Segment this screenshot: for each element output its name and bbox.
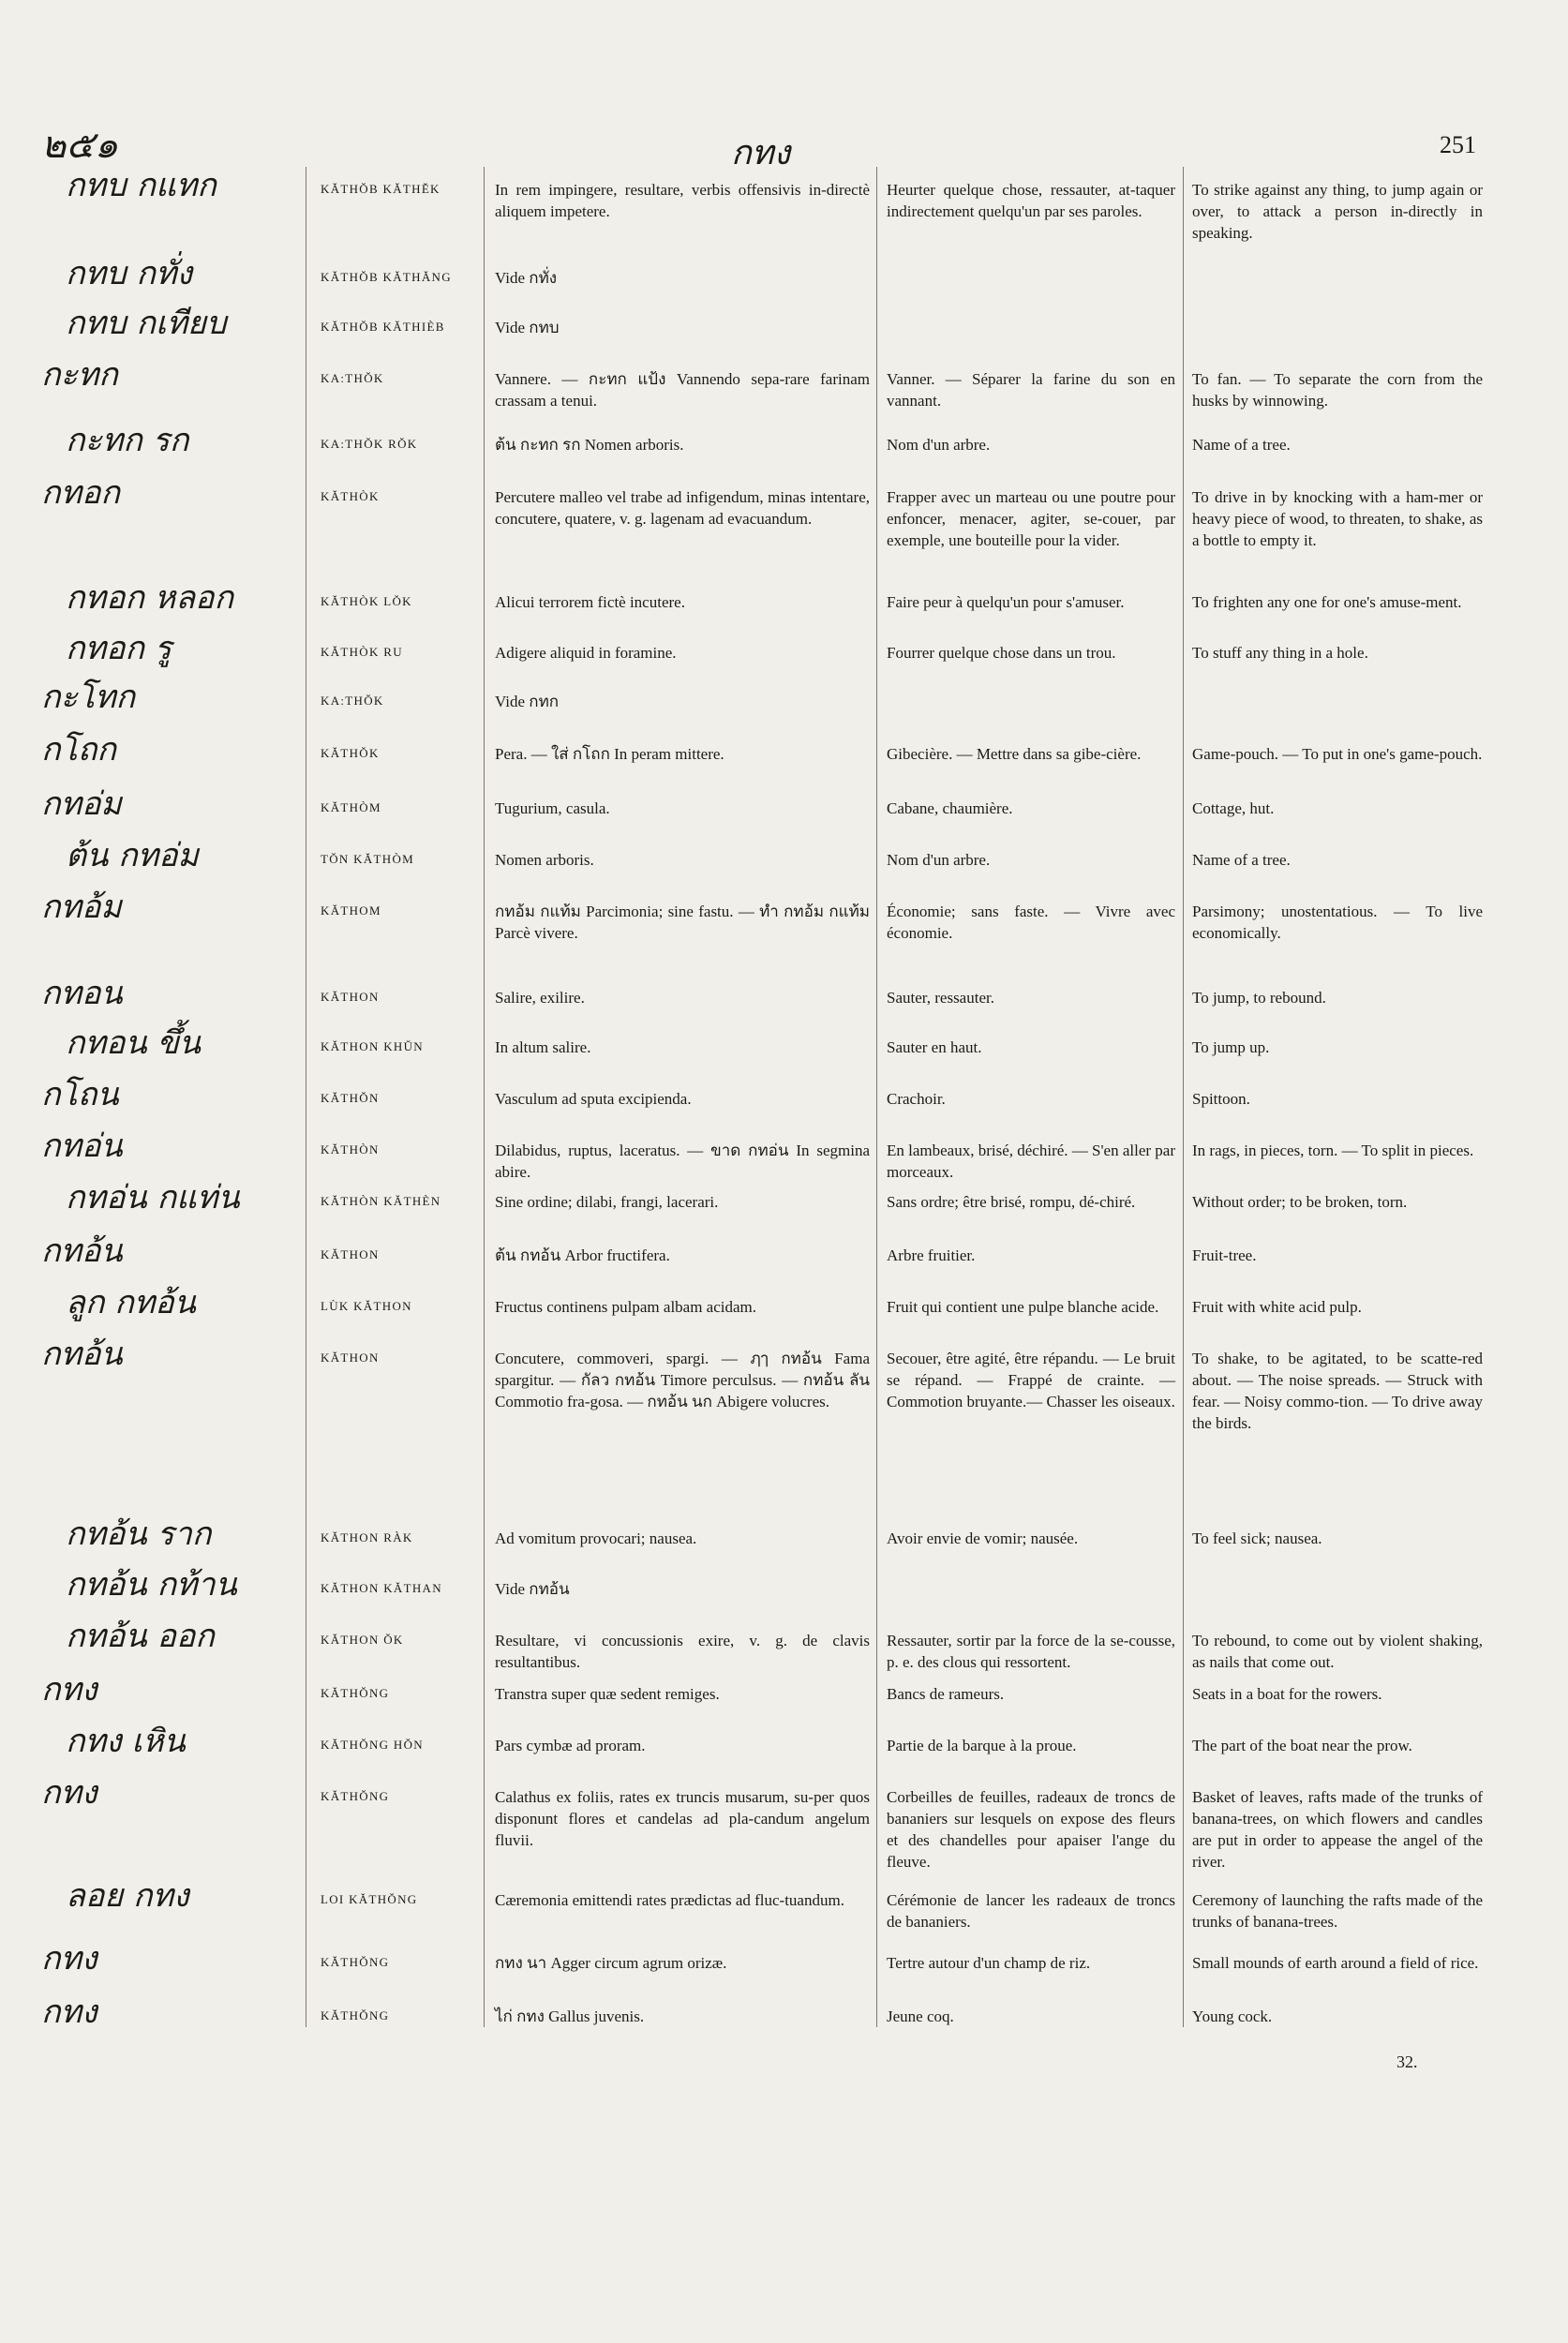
french-definition: Vanner. — Séparer la farine du son en vannant. bbox=[887, 370, 1175, 410]
latin-definition: Vide กทบ bbox=[495, 319, 560, 336]
thai-headword: กทอ้น ราก bbox=[66, 1515, 212, 1553]
thai-headword: กะโทก bbox=[41, 679, 136, 716]
thai-headword: กทอก รู bbox=[66, 630, 172, 667]
thai-headword: กทง bbox=[41, 1940, 97, 1977]
english-definition: Seats in a boat for the rowers. bbox=[1192, 1685, 1382, 1703]
romanization: KĂTHÒN bbox=[321, 1142, 380, 1157]
thai-headword: กทอ่น กแท่น bbox=[66, 1179, 240, 1216]
thai-headword: กทง bbox=[41, 1774, 97, 1812]
latin-definition: Resultare, vi concussionis exire, v. g. de clavis resultantibus. bbox=[495, 1632, 870, 1671]
latin-definition: Fructus continens pulpam albam acidam. bbox=[495, 1298, 757, 1316]
english-definition: To drive in by knocking with a ham-mer or heavy piece of wood, to threaten, to shake, as a bottle to empty it. bbox=[1192, 488, 1483, 549]
french-definition: Nom d'un arbre. bbox=[887, 851, 991, 869]
romanization: KĂTHON KHŬN bbox=[321, 1039, 424, 1053]
column-divider bbox=[1183, 167, 1184, 2027]
french-definition: Fruit qui contient une pulpe blanche acide. bbox=[887, 1298, 1159, 1316]
thai-headword: กทง เหิน bbox=[66, 1723, 186, 1760]
french-definition: Économie; sans faste. — Vivre avec économie. bbox=[887, 903, 1175, 942]
latin-definition: In rem impingere, resultare, verbis offensivis in-directè aliquem impetere. bbox=[495, 181, 870, 220]
french-definition: Crachoir. bbox=[887, 1090, 946, 1108]
latin-definition: Pera. — ใส่ กโถก In peram mittere. bbox=[495, 745, 724, 763]
english-definition: Game-pouch. — To put in one's game-pouch. bbox=[1192, 745, 1483, 763]
romanization: KĂTHŎB KĂTHĔK bbox=[321, 182, 441, 196]
french-definition: Secouer, être agité, être répandu. — Le bruit se répand. — Frappé de crainte. — Commotion bruyante.— Chasser les oiseaux. bbox=[887, 1350, 1175, 1410]
romanization: KĂTHŎNG HŎN bbox=[321, 1738, 424, 1752]
french-definition: Fourrer quelque chose dans un trou. bbox=[887, 644, 1116, 662]
thai-headword: กทอ่ม bbox=[41, 785, 122, 823]
latin-definition: ต้น กะทก รก Nomen arboris. bbox=[495, 436, 684, 454]
latin-definition: กทง นา Agger circum agrum orizæ. bbox=[495, 1954, 727, 1972]
english-definition: To shake, to be agitated, to be scatte-red about. — The noise spreads. — Struck with fear. — Noisy commo-tion. — To drive away the birds. bbox=[1192, 1350, 1483, 1432]
latin-definition: Concutere, commoveri, spargi. — ฦๅ กทอ้น Fama spargitur. — กัลว กทอ้น Timore perculsus. — กทอ้น ลัน Commotio fra-gosa. — กทอ้น นก Abigere volucres. bbox=[495, 1350, 870, 1410]
latin-definition: Nomen arboris. bbox=[495, 851, 594, 869]
latin-definition: Calathus ex foliis, rates ex truncis musarum, su-per quos disponunt flores et candelas ad pla-candum angelum fluvii. bbox=[495, 1788, 870, 1849]
romanization: KĂTHÒK LŎK bbox=[321, 594, 412, 608]
romanization: LOI KĂTHŎNG bbox=[321, 1892, 418, 1906]
latin-definition: Vannere. — กะทก แป้ง Vannendo sepa-rare farinam crassam a tenui. bbox=[495, 370, 870, 410]
thai-headword: กะทก bbox=[41, 356, 118, 394]
thai-headword: กทอ้ม bbox=[41, 888, 122, 926]
romanization: KĂTHÒM bbox=[321, 800, 381, 814]
romanization: KĂTHON KĂTHAN bbox=[321, 1581, 442, 1595]
romanization: KA:THŎK bbox=[321, 371, 384, 385]
romanization: KĂTHÒN KĂTHÈN bbox=[321, 1194, 441, 1208]
english-definition: To jump, to rebound. bbox=[1192, 989, 1326, 1007]
english-definition: Basket of leaves, rafts made of the trunks of banana-trees, on which flowers and candles are put in order to appease the angel of the river. bbox=[1192, 1788, 1483, 1871]
romanization: KĂTHÒK RU bbox=[321, 645, 403, 659]
french-definition: Gibecière. — Mettre dans sa gibe-cière. bbox=[887, 745, 1142, 763]
french-definition: Avoir envie de vomir; nausée. bbox=[887, 1530, 1079, 1547]
latin-definition: Vide กทก bbox=[495, 693, 560, 710]
english-definition: To stuff any thing in a hole. bbox=[1192, 644, 1368, 662]
thai-headword: กทอ่น bbox=[41, 1127, 123, 1165]
thai-headword: กทบ กทั่ง bbox=[66, 255, 192, 292]
thai-headword: ลอย กทง bbox=[66, 1877, 189, 1915]
thai-headword: กทอ้น ออก bbox=[66, 1618, 215, 1655]
english-definition: The part of the boat near the prow. bbox=[1192, 1737, 1412, 1754]
french-definition: Cabane, chaumière. bbox=[887, 799, 1013, 817]
english-definition: To feel sick; nausea. bbox=[1192, 1530, 1322, 1547]
english-definition: To strike against any thing, to jump again or over, to attack a person in-directly in speaking. bbox=[1192, 181, 1483, 242]
thai-headword: กทบ กแทก bbox=[66, 167, 217, 204]
latin-definition: Transtra super quæ sedent remiges. bbox=[495, 1685, 720, 1703]
latin-definition: Cæremonia emittendi rates prædictas ad fluc-tuandum. bbox=[495, 1891, 844, 1909]
english-definition: Without order; to be broken, torn. bbox=[1192, 1193, 1408, 1211]
page-number: 251 bbox=[1440, 131, 1476, 158]
romanization: KĂTHŎB KĂTHĂNG bbox=[321, 270, 452, 284]
romanization: LÙK KĂTHON bbox=[321, 1299, 412, 1313]
thai-headword: กทอ้น bbox=[41, 1232, 123, 1270]
latin-definition: Pars cymbæ ad proram. bbox=[495, 1737, 646, 1754]
thai-headword: กทอ้น bbox=[41, 1336, 123, 1373]
thai-headword: กทง bbox=[41, 1993, 97, 2031]
latin-definition: Tugurium, casula. bbox=[495, 799, 610, 817]
french-definition: Bancs de rameurs. bbox=[887, 1685, 1005, 1703]
latin-definition: Salire, exilire. bbox=[495, 989, 585, 1007]
english-definition: Name of a tree. bbox=[1192, 436, 1291, 454]
latin-definition: Vide กทอ้น bbox=[495, 1580, 570, 1598]
romanization: TŎN KĂTHÒM bbox=[321, 852, 415, 866]
french-definition: Tertre autour d'un champ de riz. bbox=[887, 1954, 1091, 1972]
thai-headword: กทอก หลอก bbox=[66, 579, 234, 617]
romanization: KĂTHON bbox=[321, 1247, 380, 1261]
english-definition: Ceremony of launching the rafts made of the trunks of banana-trees. bbox=[1192, 1891, 1483, 1931]
english-definition: Parsimony; unostentatious. — To live economically. bbox=[1192, 903, 1483, 942]
latin-definition: Alicui terrorem fictè incutere. bbox=[495, 593, 685, 611]
romanization: KĂTHON bbox=[321, 1351, 380, 1365]
latin-definition: กทอ้ม กแท้ม Parcimonia; sine fastu. — ทำ กทอ้ม กแท้ม Parcè vivere. bbox=[495, 903, 870, 942]
english-definition: To jump up. bbox=[1192, 1038, 1270, 1056]
french-definition: Arbre fruitier. bbox=[887, 1246, 976, 1264]
english-definition: To frighten any one for one's amuse-ment. bbox=[1192, 593, 1462, 611]
latin-definition: ไก่ กทง Gallus juvenis. bbox=[495, 2007, 645, 2025]
french-definition: Sauter, ressauter. bbox=[887, 989, 994, 1007]
thai-headword: กทอ้น กท้าน bbox=[66, 1566, 237, 1604]
romanization: KA:THŎK bbox=[321, 694, 384, 708]
column-divider bbox=[876, 167, 877, 2027]
latin-definition: Adigere aliquid in foramine. bbox=[495, 644, 677, 662]
thai-headword: ต้น กทอ่ม bbox=[66, 837, 199, 874]
thai-headword: กโถก bbox=[41, 731, 117, 769]
latin-definition: Vasculum ad sputa excipienda. bbox=[495, 1090, 692, 1108]
romanization: KĂTHON RÀK bbox=[321, 1530, 413, 1545]
french-definition: Faire peur à quelqu'un pour s'amuser. bbox=[887, 593, 1125, 611]
romanization: KA:THŎK RŎK bbox=[321, 437, 418, 451]
english-definition: Fruit with white acid pulp. bbox=[1192, 1298, 1362, 1316]
french-definition: Sans ordre; être brisé, rompu, dé-chiré. bbox=[887, 1193, 1136, 1211]
english-definition: Cottage, hut. bbox=[1192, 799, 1275, 817]
french-definition: Jeune coq. bbox=[887, 2007, 954, 2025]
romanization: KĂTHON ŎK bbox=[321, 1633, 404, 1647]
french-definition: Nom d'un arbre. bbox=[887, 436, 991, 454]
latin-definition: Dilabidus, ruptus, laceratus. — ขาด กทอ่น In segmina abire. bbox=[495, 1142, 870, 1181]
thai-headword: กทง bbox=[41, 1671, 97, 1709]
english-definition: Fruit-tree. bbox=[1192, 1246, 1257, 1264]
french-definition: En lambeaux, brisé, déchiré. — S'en aller par morceaux. bbox=[887, 1142, 1176, 1181]
romanization: KĂTHŎB KĂTHIÈB bbox=[321, 320, 445, 334]
french-definition: Heurter quelque chose, ressauter, at-taquer indirectement quelqu'un par ses paroles. bbox=[887, 181, 1175, 220]
english-definition: Spittoon. bbox=[1192, 1090, 1250, 1108]
romanization: KĂTHÒK bbox=[321, 489, 380, 503]
romanization: KĂTHON bbox=[321, 990, 380, 1004]
thai-headword: กะทก รก bbox=[66, 422, 189, 459]
french-definition: Ressauter, sortir par la force de la se-cousse, p. e. des clous qui ressortent. bbox=[887, 1632, 1175, 1671]
latin-definition: Vide กทั่ง bbox=[495, 269, 558, 287]
english-definition: To rebound, to come out by violent shaking, as nails that come out. bbox=[1192, 1632, 1483, 1671]
romanization: KĂTHOM bbox=[321, 903, 381, 918]
thai-headword: ลูก กทอ้น bbox=[66, 1284, 196, 1321]
thai-headword: กทอก bbox=[41, 474, 121, 512]
romanization: KĂTHŎNG bbox=[321, 1789, 390, 1803]
column-divider bbox=[484, 167, 485, 2027]
latin-definition: Ad vomitum provocari; nausea. bbox=[495, 1530, 697, 1547]
romanization: KĂTHŎN bbox=[321, 1091, 380, 1105]
french-definition: Corbeilles de feuilles, radeaux de troncs de bananiers sur lesquels on expose des fleurs et des chandelles pour apaiser l'ange du fleuve. bbox=[887, 1788, 1175, 1871]
thai-headword: กโถน bbox=[41, 1076, 119, 1113]
latin-definition: In altum salire. bbox=[495, 1038, 591, 1056]
signature-mark: 32. bbox=[1396, 2052, 1418, 2071]
latin-definition: ต้น กทอ้น Arbor fructifera. bbox=[495, 1246, 670, 1264]
french-definition: Cérémonie de lancer les radeaux de troncs de bananiers. bbox=[887, 1891, 1175, 1931]
romanization: KĂTHŎNG bbox=[321, 1686, 390, 1700]
romanization: KĂTHŎK bbox=[321, 746, 380, 760]
english-definition: To fan. — To separate the corn from the husks by winnowing. bbox=[1192, 370, 1483, 410]
romanization: KĂTHŎNG bbox=[321, 1955, 390, 1969]
english-definition: Name of a tree. bbox=[1192, 851, 1291, 869]
english-definition: Young cock. bbox=[1192, 2007, 1273, 2025]
thai-page-number: ๒๕๑ bbox=[41, 124, 119, 167]
french-definition: Sauter en haut. bbox=[887, 1038, 982, 1056]
latin-definition: Sine ordine; dilabi, frangi, lacerari. bbox=[495, 1193, 719, 1211]
english-definition: Small mounds of earth around a field of rice. bbox=[1192, 1954, 1479, 1972]
french-definition: Partie de la barque à la proue. bbox=[887, 1737, 1077, 1754]
guide-word: กทง bbox=[731, 134, 791, 172]
latin-definition: Percutere malleo vel trabe ad infigendum, minas intentare, concutere, quatere, v. g. lagenam ad evacuandum. bbox=[495, 488, 870, 528]
english-definition: In rags, in pieces, torn. — To split in pieces. bbox=[1192, 1142, 1474, 1159]
romanization: KĂTHŎNG bbox=[321, 2008, 390, 2022]
thai-headword: กทบ กเทียบ bbox=[66, 305, 227, 342]
french-definition: Frapper avec un marteau ou une poutre pour enfoncer, menacer, agiter, se-couer, par exemple, une bouteille pour la vider. bbox=[887, 488, 1175, 549]
thai-headword: กทอน ขึ้น bbox=[66, 1024, 201, 1062]
thai-headword: กทอน bbox=[41, 975, 123, 1012]
